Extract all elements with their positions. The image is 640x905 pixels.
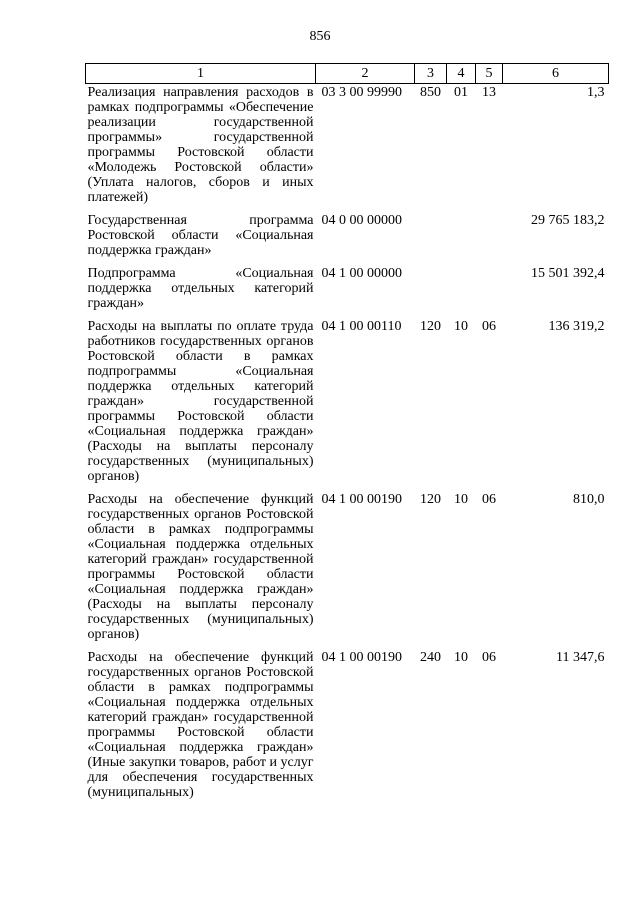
- section-code: 10: [454, 650, 468, 665]
- amount: 810,0: [573, 492, 605, 507]
- table-row: [86, 491, 609, 649]
- table-row: [86, 318, 609, 491]
- expense-type-code: [415, 265, 447, 318]
- subsection-code: [476, 212, 503, 265]
- table-row: [86, 212, 609, 265]
- target-article-code: 04 1 00 00190: [321, 492, 402, 507]
- column-header: 6: [503, 64, 609, 84]
- column-header: 3: [415, 64, 447, 84]
- target-article-code: 03 3 00 99990: [321, 85, 402, 100]
- target-article-code: 04 1 00 00190: [321, 650, 402, 665]
- amount: 15 501 392,4: [531, 266, 605, 281]
- section-code: 10: [454, 492, 468, 507]
- column-header: 5: [476, 64, 503, 84]
- expense-name: Подпрограмма «Социальная поддержка отдельных категорий граждан»: [87, 266, 314, 311]
- amount: 1,3: [587, 85, 605, 100]
- table-row: [86, 649, 609, 807]
- section-code: [447, 212, 476, 265]
- target-article-code: 04 1 00 00110: [321, 319, 402, 334]
- subsection-code: 06: [482, 319, 496, 334]
- amount: 11 347,6: [556, 650, 605, 665]
- column-header: 4: [447, 64, 476, 84]
- expense-type-code: 120: [420, 319, 441, 334]
- section-code: [447, 265, 476, 318]
- table-row: [86, 265, 609, 318]
- expense-type-code: [415, 212, 447, 265]
- target-article-code: 04 0 00 00000: [321, 213, 402, 228]
- page-number: 856: [309, 29, 331, 44]
- column-header: 1: [86, 64, 316, 84]
- target-article-code: 04 1 00 00000: [321, 266, 402, 281]
- expense-type-code: 850: [420, 85, 441, 100]
- table-header-row: [86, 64, 609, 84]
- expense-name: Расходы на обеспечение функций государственных органов Ростовской области в рамках подпрограммы «Социальная поддержка отдельных категорий граждан» государственной программы Ростовской области «Социальная поддержка граждан» (Иные закупки товаров, работ и услуг для обеспечения государственных (муниципальных): [87, 650, 314, 800]
- subsection-code: [476, 265, 503, 318]
- amount: 136 319,2: [548, 319, 605, 334]
- table-row: [86, 84, 609, 213]
- expense-type-code: 120: [420, 492, 441, 507]
- expense-name: Реализация направления расходов в рамках подпрограммы «Обеспечение реализации государственной программы» государственной программы Ростовской области «Молодежь Ростовской области» (Уплата налогов, сборов и иных платежей): [87, 85, 314, 205]
- expense-name: Расходы на выплаты по оплате труда работников государственных органов Ростовской области в рамках подпрограммы «Социальная поддержка отдельных категорий граждан» государственной программы Ростовской области «Социальная поддержка граждан» (Расходы на выплаты персоналу государственных (муниципальных) органов): [87, 319, 314, 484]
- subsection-code: 13: [482, 85, 496, 100]
- expense-name: Государственная программа Ростовской области «Социальная поддержка граждан»: [87, 213, 314, 258]
- section-code: 01: [454, 85, 468, 100]
- subsection-code: 06: [482, 650, 496, 665]
- amount: 29 765 183,2: [531, 213, 605, 228]
- expense-name: Расходы на обеспечение функций государственных органов Ростовской области в рамках подпрограммы «Социальная поддержка отдельных категорий граждан» государственной программы Ростовской области «Социальная поддержка граждан» (Расходы на выплаты персоналу государственных (муниципальных) органов): [87, 492, 314, 642]
- subsection-code: 06: [482, 492, 496, 507]
- column-header: 2: [316, 64, 415, 84]
- expense-type-code: 240: [420, 650, 441, 665]
- budget-table: [85, 63, 609, 807]
- section-code: 10: [454, 319, 468, 334]
